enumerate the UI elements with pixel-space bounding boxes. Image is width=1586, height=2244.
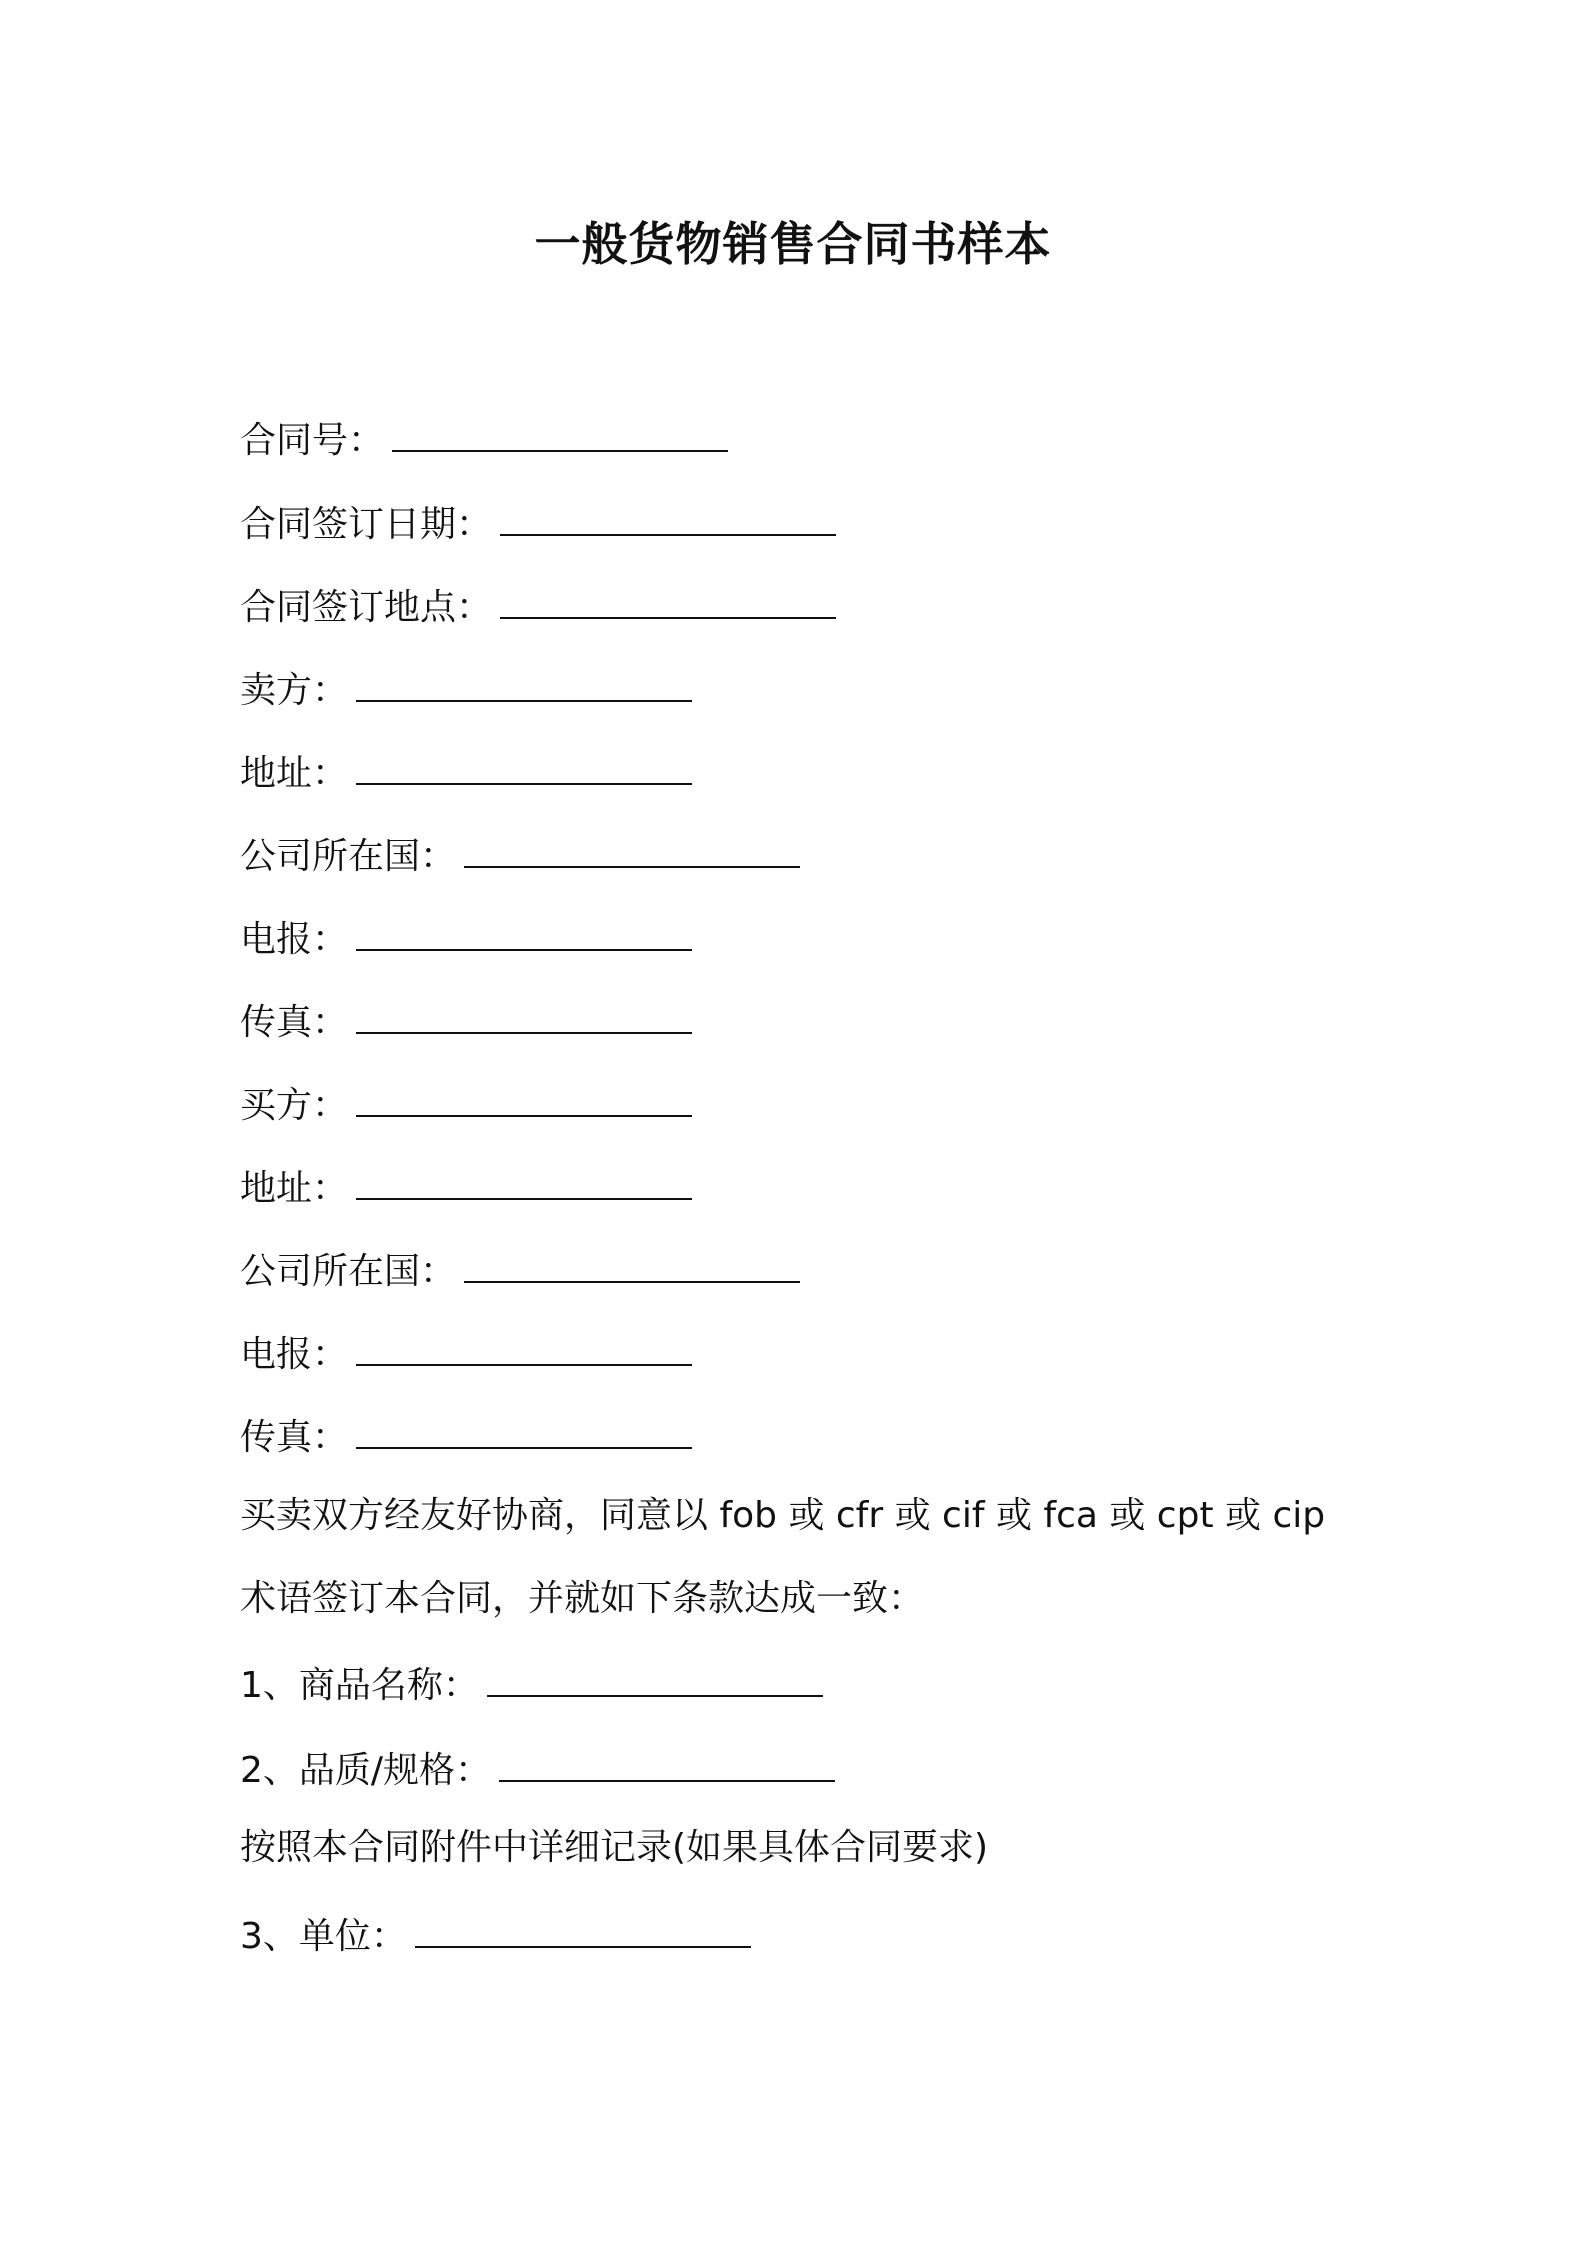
field-buyer-address [240, 1164, 692, 1214]
field-label: 卖方： [240, 670, 349, 711]
field-label: 公司所在国： [240, 1251, 457, 1292]
clause-unit [240, 1912, 751, 1962]
fill-in-blank[interactable] [487, 1665, 823, 1697]
fill-in-blank[interactable] [356, 670, 692, 702]
field-label: 地址： [240, 753, 349, 794]
agreement-text-line-1: 买卖双方经友好协商，同意以 fob 或 cfr 或 cif 或 fca 或 cpt 或 cip [240, 1495, 1326, 1536]
fill-in-blank[interactable] [356, 1085, 692, 1117]
field-label: 地址： [240, 1168, 349, 1209]
field-signing-place [240, 583, 836, 633]
clause-quality-note: 按照本合同附件中详细记录(如果具体合同要求) [240, 1827, 989, 1868]
agreement-text-line-2: 术语签订本合同，并就如下条款达成一致： [240, 1578, 925, 1619]
clause-product-name [240, 1661, 823, 1711]
field-label: 电报： [240, 919, 349, 960]
field-label: 合同签订地点： [240, 587, 493, 628]
field-label: 合同签订日期： [240, 504, 493, 545]
fill-in-blank[interactable] [500, 504, 836, 536]
fill-in-blank[interactable] [415, 1916, 751, 1948]
fill-in-blank[interactable] [392, 420, 728, 452]
field-buyer-fax [240, 1413, 692, 1463]
clause-quality-spec [240, 1746, 835, 1796]
clause-label: 3、单位： [240, 1916, 407, 1957]
fill-in-blank[interactable] [356, 753, 692, 785]
clause-label: 1、商品名称： [240, 1665, 479, 1706]
field-seller-telegram [240, 915, 692, 965]
field-seller [240, 666, 692, 716]
field-label: 传真： [240, 1417, 349, 1458]
field-label: 传真： [240, 1002, 349, 1043]
field-label: 电报： [240, 1334, 349, 1375]
fill-in-blank[interactable] [356, 1417, 692, 1449]
fill-in-blank[interactable] [356, 1002, 692, 1034]
field-buyer [240, 1081, 692, 1131]
fill-in-blank[interactable] [464, 1251, 800, 1283]
field-seller-address [240, 749, 692, 799]
fill-in-blank[interactable] [464, 836, 800, 868]
field-contract-number [240, 416, 728, 466]
field-seller-fax [240, 998, 692, 1048]
fill-in-blank[interactable] [499, 1750, 835, 1782]
field-label: 合同号： [240, 420, 385, 461]
field-signing-date [240, 500, 836, 550]
fill-in-blank[interactable] [356, 919, 692, 951]
field-label: 公司所在国： [240, 836, 457, 877]
field-seller-country [240, 832, 800, 882]
clause-label: 2、品质/规格： [240, 1750, 492, 1791]
fill-in-blank[interactable] [356, 1334, 692, 1366]
field-label: 买方： [240, 1085, 349, 1126]
fill-in-blank[interactable] [500, 587, 836, 619]
field-buyer-telegram [240, 1330, 692, 1380]
field-buyer-country [240, 1247, 800, 1297]
document-title: 一般货物销售合同书样本 [534, 217, 1052, 271]
fill-in-blank[interactable] [356, 1168, 692, 1200]
